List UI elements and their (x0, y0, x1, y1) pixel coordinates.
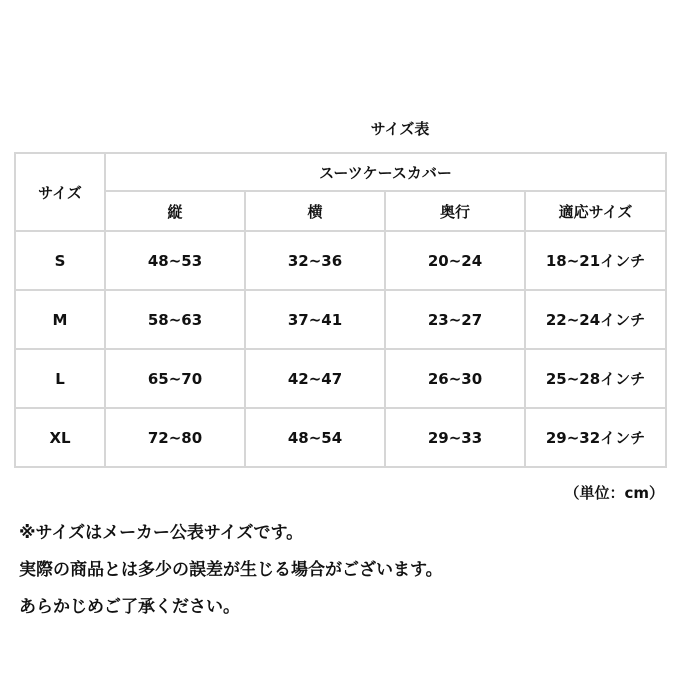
table-cell: 42~47 (245, 349, 385, 408)
table-row (15, 290, 666, 349)
table-row (15, 231, 666, 290)
row-size-label: L (15, 349, 105, 408)
table-cell: 48~53 (105, 231, 245, 290)
table-cell: 25~28インチ (525, 349, 666, 408)
column-header-width: 横 (245, 191, 385, 231)
notes (19, 515, 679, 626)
page-title: サイズ表 (370, 120, 430, 138)
unit-note: （単位：cm） (564, 484, 664, 502)
table-cell: 48~54 (245, 408, 385, 467)
size-column-header: サイズ (15, 153, 105, 231)
table-cell: 37~41 (245, 290, 385, 349)
table-row (15, 349, 666, 408)
table-cell: 26~30 (385, 349, 525, 408)
table-cell: 58~63 (105, 290, 245, 349)
table-cell: 20~24 (385, 231, 525, 290)
row-size-label: M (15, 290, 105, 349)
table-cell: 29~33 (385, 408, 525, 467)
table-cell: 32~36 (245, 231, 385, 290)
table-row (15, 408, 666, 467)
table-cell: 23~27 (385, 290, 525, 349)
table-cell: 22~24インチ (525, 290, 666, 349)
table-cell: 18~21インチ (525, 231, 666, 290)
row-size-label: S (15, 231, 105, 290)
column-header-depth: 奥行 (385, 191, 525, 231)
column-header-fit-size: 適応サイズ (525, 191, 666, 231)
size-table (14, 152, 667, 468)
row-size-label: XL (15, 408, 105, 467)
column-header-length: 縦 (105, 191, 245, 231)
note-line: ※サイズはメーカー公表サイズです。 (19, 523, 304, 543)
table-cell: 65~70 (105, 349, 245, 408)
note-line: 実際の商品とは多少の誤差が生じる場合がございます。 (19, 560, 443, 580)
table-cell: 72~80 (105, 408, 245, 467)
table-cell: 29~32インチ (525, 408, 666, 467)
suitcase-cover-header: スーツケースカバー (105, 153, 666, 191)
note-line: あらかじめご了承ください。 (19, 597, 240, 617)
